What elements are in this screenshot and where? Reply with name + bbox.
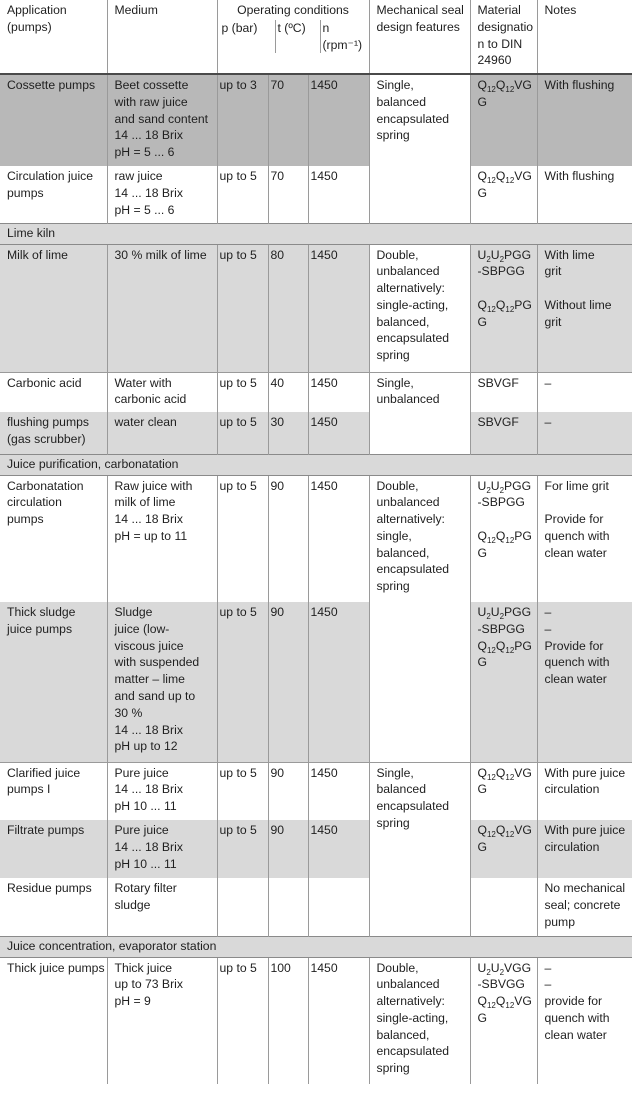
table-row-residue — [0, 878, 632, 936]
milk-n: 1450 — [308, 244, 369, 372]
thick-juice-material: $U_2U_2VGG$-SBVGG $Q_{12}Q_{12}VGG$ — [470, 957, 537, 1084]
carbonic-p: up to 5 — [217, 372, 268, 412]
cell-line: – — [544, 621, 552, 636]
cell-line: (gas scrubber) — [7, 431, 86, 446]
cell-line: single, — [376, 528, 412, 543]
cell-line: sludge — [114, 897, 151, 912]
filtrate-n: 1450 — [308, 820, 369, 878]
cell-line: balanced — [376, 782, 426, 797]
cossette-t: 70 — [268, 74, 308, 166]
cell-line: circulation — [544, 782, 600, 797]
table-row-carbonic-acid — [0, 372, 632, 412]
filtrate-t: 90 — [268, 820, 308, 878]
cell-line: up to 73 Brix — [114, 977, 183, 992]
cell-line: spring — [376, 815, 410, 830]
flushing-t: 30 — [268, 412, 308, 454]
cossette-n: 1450 — [308, 74, 369, 166]
cell-line: pH up to 12 — [114, 739, 178, 754]
carbonatation-notes: For lime grit Provide for quench with clean water — [537, 475, 632, 602]
cell-line: Single, — [376, 78, 414, 92]
cell-line: pH 10 ... 11 — [114, 856, 177, 871]
cell-line: Double, — [376, 247, 419, 262]
cell-line: spring — [376, 348, 410, 363]
cell-line: Water with — [114, 375, 172, 390]
cell-line: pumps — [7, 185, 44, 200]
cell-line: single-acting, — [376, 1010, 449, 1025]
cell-line: Single, — [376, 375, 414, 390]
cell-line: Carbonatation — [7, 478, 84, 493]
cell-line: and sand up to — [114, 688, 196, 703]
cell-line: 14 ... 18 Brix — [114, 782, 183, 797]
cell-line: 30 % — [114, 705, 143, 720]
clarified-n: 1450 — [308, 762, 369, 820]
cell-line: viscous juice — [114, 638, 184, 653]
carbonatation-p: up to 5 — [217, 475, 268, 602]
cossette-medium — [107, 74, 217, 166]
milk-p: up to 5 — [217, 244, 268, 372]
cell-line: 14 ... 18 Brix — [114, 722, 183, 737]
carbonic-n: 1450 — [308, 372, 369, 412]
filtrate-p: up to 5 — [217, 820, 268, 878]
carbonic-seal — [369, 372, 470, 454]
section-juice-concentration — [0, 936, 632, 957]
cell-line: unbalanced — [376, 495, 440, 510]
filtrate-material: $Q_{12}Q_{12}VGG$ — [470, 820, 537, 878]
cell-line: encapsulated — [376, 111, 450, 126]
cossette-application: Cossette pumps — [0, 74, 107, 166]
cell-line: alternatively: — [376, 994, 445, 1009]
cell-line: pH = 5 ... 6 — [114, 202, 175, 217]
cell-line: spring — [376, 128, 410, 143]
milk-seal — [369, 244, 470, 372]
cell-line: single-acting, — [376, 297, 449, 312]
header-n: n (rpm⁻¹) — [320, 20, 367, 54]
cell-line: provide for — [544, 994, 603, 1009]
flushing-material: SBVGF — [470, 412, 537, 454]
table-row-milk-of-lime — [0, 244, 632, 372]
residue-application: Residue pumps — [7, 881, 92, 895]
thick-sludge-n: 1450 — [308, 602, 369, 762]
table-row-carbonatation — [0, 475, 632, 602]
cell-line: 14 ... 18 Brix — [114, 128, 183, 143]
cell-line: milk of lime — [114, 495, 176, 510]
cell-line: – — [544, 977, 552, 992]
cell-line: pumps I — [7, 782, 51, 797]
clarified-application — [0, 762, 107, 820]
cell-line: clean water — [544, 1027, 607, 1042]
cell-line: flushing pumps — [7, 415, 89, 429]
table-row-cossette — [0, 74, 632, 166]
carbonatation-application — [0, 475, 107, 602]
cell-line: – — [544, 960, 552, 975]
table-row-circulation — [0, 166, 632, 223]
header-t: t (ºC) — [275, 20, 320, 54]
carbonatation-n: 1450 — [308, 475, 369, 602]
cell-line: with suspended — [114, 655, 200, 670]
cell-line: Double, — [376, 960, 419, 975]
header-row — [0, 0, 632, 74]
thick-juice-notes — [537, 957, 632, 1084]
cell-line: balanced, — [376, 545, 430, 560]
cell-line: Pure juice — [114, 765, 169, 780]
cell-line: encapsulated — [376, 799, 450, 814]
cell-line: encapsulated — [376, 1044, 450, 1059]
table-row-filtrate — [0, 820, 632, 878]
header-notes: Notes — [537, 0, 632, 74]
clarified-medium — [107, 762, 217, 820]
cell-line: balanced, — [376, 314, 430, 329]
table-row-thick-sludge — [0, 602, 632, 762]
cell-line: 14 ... 18 Brix — [114, 839, 183, 854]
circulation-n: 1450 — [308, 166, 369, 223]
milk-t: 80 — [268, 244, 308, 372]
cell-line: balanced, — [376, 1027, 430, 1042]
thick-juice-n: 1450 — [308, 957, 369, 1084]
clarified-seal — [369, 762, 470, 878]
cell-line: and sand content — [114, 111, 209, 126]
cell-line: unbalanced — [376, 392, 440, 407]
cell-line: juice pumps — [7, 621, 73, 636]
milk-application: Milk of lime — [0, 244, 107, 372]
thick-sludge-p: up to 5 — [217, 602, 268, 762]
cell-line: encapsulated — [376, 562, 450, 577]
cell-line: spring — [376, 1061, 410, 1076]
flushing-notes: – — [537, 412, 632, 454]
cell-line: juice (low- — [114, 621, 170, 636]
cossette-seal — [369, 74, 470, 223]
carbonic-application: Carbonic acid — [0, 372, 107, 412]
clarified-notes — [537, 762, 632, 820]
clarified-p: up to 5 — [217, 762, 268, 820]
cell-line: pumps — [7, 512, 44, 527]
carbonatation-t: 90 — [268, 475, 308, 602]
cell-line: With pure juice — [544, 765, 626, 780]
cossette-material: $Q_{12}Q_{12}VGG$ — [470, 74, 537, 166]
cell-line: alternatively: — [376, 512, 445, 527]
cell-line: pH 10 ... 11 — [114, 799, 177, 814]
residue-seal — [369, 878, 470, 936]
table-row-clarified — [0, 762, 632, 820]
circulation-application — [0, 166, 107, 223]
cell-line: Rotary filter — [114, 881, 177, 895]
cell-line: No mechanical — [544, 881, 626, 895]
thick-sludge-t: 90 — [268, 602, 308, 762]
header-seal: Mechanical seal design features — [369, 0, 470, 74]
flushing-application — [0, 412, 107, 454]
circulation-notes: With flushing — [537, 166, 632, 223]
header-operating-conditions — [217, 0, 369, 74]
cell-line: pH = 9 — [114, 994, 151, 1009]
carbonic-medium — [107, 372, 217, 412]
thick-juice-medium — [107, 957, 217, 1084]
cell-line: Single, — [376, 765, 414, 780]
residue-notes — [537, 878, 632, 936]
header-material: Material designation to DIN 24960 — [470, 0, 537, 74]
cell-line: With pure juice — [544, 823, 626, 837]
circulation-p: up to 5 — [217, 166, 268, 223]
cell-line: pH = up to 11 — [114, 528, 188, 543]
cell-line: carbonic acid — [114, 392, 187, 407]
cell-line: unbalanced — [376, 977, 440, 992]
cell-line: Pure juice — [114, 823, 169, 837]
cell-line: circulation — [7, 495, 62, 510]
carbonic-t: 40 — [268, 372, 308, 412]
cell-line: Provide for — [544, 638, 604, 653]
section-lime-kiln — [0, 223, 632, 244]
cell-line: clean water — [544, 672, 607, 687]
cell-line: Sludge — [114, 605, 153, 619]
filtrate-application: Filtrate pumps — [0, 820, 107, 878]
carbonic-notes: – — [537, 372, 632, 412]
cell-line: Clarified juice — [7, 765, 81, 780]
residue-material — [470, 878, 537, 936]
thick-juice-application: Thick juice pumps — [7, 960, 105, 975]
flushing-medium: water clean — [107, 412, 217, 454]
cell-line: Thick sludge — [7, 605, 76, 619]
cell-line: pH = 5 ... 6 — [114, 145, 175, 160]
thick-sludge-notes — [537, 602, 632, 762]
cell-line: Raw juice with — [114, 478, 193, 493]
section-title: Juice purification, carbonatation — [0, 454, 632, 475]
cossette-notes: With flushing — [537, 74, 632, 166]
cell-line: circulation — [544, 839, 600, 854]
circulation-t: 70 — [268, 166, 308, 223]
header-medium: Medium — [107, 0, 217, 74]
residue-t — [268, 878, 308, 936]
milk-material: $U_2U_2PGG$-SBPGG $Q_{12}Q_{12}PGG$ — [470, 244, 537, 372]
cell-line: Thick juice — [114, 960, 173, 975]
cell-line: unbalanced — [376, 264, 440, 279]
circulation-material: $Q_{12}Q_{12}VGG$ — [470, 166, 537, 223]
cossette-p: up to 3 — [217, 74, 268, 166]
cell-line: with raw juice — [114, 94, 188, 109]
thick-sludge-medium — [107, 602, 217, 762]
cell-line: alternatively: — [376, 281, 445, 296]
filtrate-notes — [537, 820, 632, 878]
flushing-p: up to 5 — [217, 412, 268, 454]
carbonic-material: SBVGF — [470, 372, 537, 412]
table-row-thick-juice — [0, 957, 632, 1084]
milk-notes: With lime grit Without lime grit — [537, 244, 632, 372]
cell-line: Double, — [376, 478, 419, 493]
cell-line: raw juice — [114, 169, 163, 183]
flushing-n: 1450 — [308, 412, 369, 454]
cell-line: 14 ... 18 Brix — [114, 185, 183, 200]
cell-line: balanced — [376, 94, 426, 109]
clarified-t: 90 — [268, 762, 308, 820]
cell-line: matter – lime — [114, 672, 185, 687]
thick-juice-seal — [369, 957, 470, 1084]
circulation-medium — [107, 166, 217, 223]
header-operating-conditions-label: Operating conditions — [237, 3, 349, 17]
header-application: Application (pumps) — [7, 3, 67, 34]
milk-medium: 30 % milk of lime — [107, 244, 217, 372]
cell-line: Beet cossette — [114, 78, 189, 92]
residue-n — [308, 878, 369, 936]
cell-line: Circulation juice — [7, 169, 94, 183]
header-p: p (bar) — [221, 20, 258, 35]
cell-line: spring — [376, 579, 410, 594]
residue-medium — [107, 878, 217, 936]
cell-line: seal; concrete — [544, 897, 621, 912]
table-row-flushing — [0, 412, 632, 454]
filtrate-medium — [107, 820, 217, 878]
thick-sludge-application — [0, 602, 107, 762]
thick-juice-p: up to 5 — [217, 957, 268, 1084]
section-title: Juice concentration, evaporator station — [0, 936, 632, 957]
cell-line: encapsulated — [376, 331, 450, 346]
carbonatation-seal — [369, 475, 470, 762]
carbonatation-medium — [107, 475, 217, 602]
cell-line: 14 ... 18 Brix — [114, 512, 183, 527]
residue-p — [217, 878, 268, 936]
cell-line: quench with — [544, 655, 610, 670]
section-title: Lime kiln — [0, 223, 632, 244]
cell-line: pump — [544, 914, 575, 929]
thick-juice-t: 100 — [268, 957, 308, 1084]
cell-line: – — [544, 605, 552, 619]
section-juice-purification — [0, 454, 632, 475]
carbonatation-material: $U_2U_2PGG$-SBPGG $Q_{12}Q_{12}PGG$ — [470, 475, 537, 602]
clarified-material: $Q_{12}Q_{12}VGG$ — [470, 762, 537, 820]
cell-line: quench with — [544, 1010, 610, 1025]
thick-sludge-material: $U_2U_2PGG$-SBPGG $Q_{12}Q_{12}PGG$ — [470, 602, 537, 762]
